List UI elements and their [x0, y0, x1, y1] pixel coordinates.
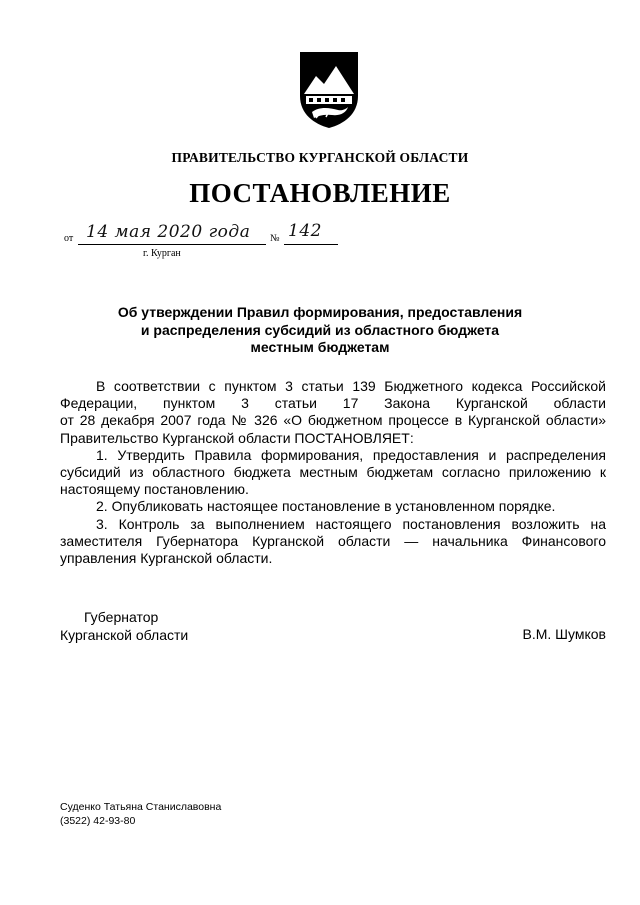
body-paragraph: 1. Утвердить Правила формирования, предоставления и распределения субсидий из областного бюджета местным бюджетам согласно приложению к настоящему постановлению.	[60, 446, 606, 498]
body-paragraph-line: Правительство Курганской области ПОСТАНОВЛЯЕТ:	[60, 429, 414, 446]
place-label: г. Курган	[143, 248, 181, 259]
number-handwritten: 142	[288, 221, 322, 241]
body-paragraph: 3. Контроль за выполнением настоящего постановления возложить на заместителя Губернатора Курганской области — начальника Финансового управления Курганской области.	[60, 515, 606, 567]
title-line: местным бюджетам	[250, 339, 390, 355]
date-underline	[78, 244, 266, 245]
executor-phone: (3522) 42-93-80	[60, 814, 136, 827]
body-paragraph-line: от 28 декабря 2007 года № 326 «О бюджетном процессе в Курганской области»	[60, 412, 606, 429]
body-paragraph: 2. Опубликовать настоящее постановление в установленном порядке.	[96, 498, 556, 515]
document-type: ПОСТАНОВЛЕНИЕ	[189, 178, 451, 208]
body-paragraph-line: В соответствии с пунктом 3 статьи 139 Бюджетного кодекса Российской	[96, 378, 606, 394]
organization-name: ПРАВИТЕЛЬСТВО КУРГАНСКОЙ ОБЛАСТИ	[171, 150, 469, 165]
number-label: №	[270, 233, 280, 244]
title-line: Об утверждении Правил формирования, предоставления	[117, 304, 523, 320]
body-paragraph-line: Федерации, пунктом 3 статьи 17 Закона Курганской области	[60, 395, 606, 412]
executor-contact	[60, 801, 221, 828]
signatory-name: В.М. Шумков	[522, 626, 606, 642]
signatory-position	[60, 609, 188, 644]
coat-of-arms-icon	[296, 50, 362, 130]
document-title	[60, 304, 580, 357]
position-line: Губернатор	[84, 609, 159, 625]
position-line: Курганской области	[60, 626, 189, 643]
date-handwritten: 14 мая 2020 года	[86, 222, 251, 242]
title-line: и распределения субсидий из областного бюджета	[140, 321, 500, 338]
executor-name: Суденко Татьяна Станиславовна	[60, 801, 222, 813]
date-from-label: от	[64, 233, 74, 244]
number-underline	[284, 244, 338, 245]
document-body	[60, 378, 606, 567]
